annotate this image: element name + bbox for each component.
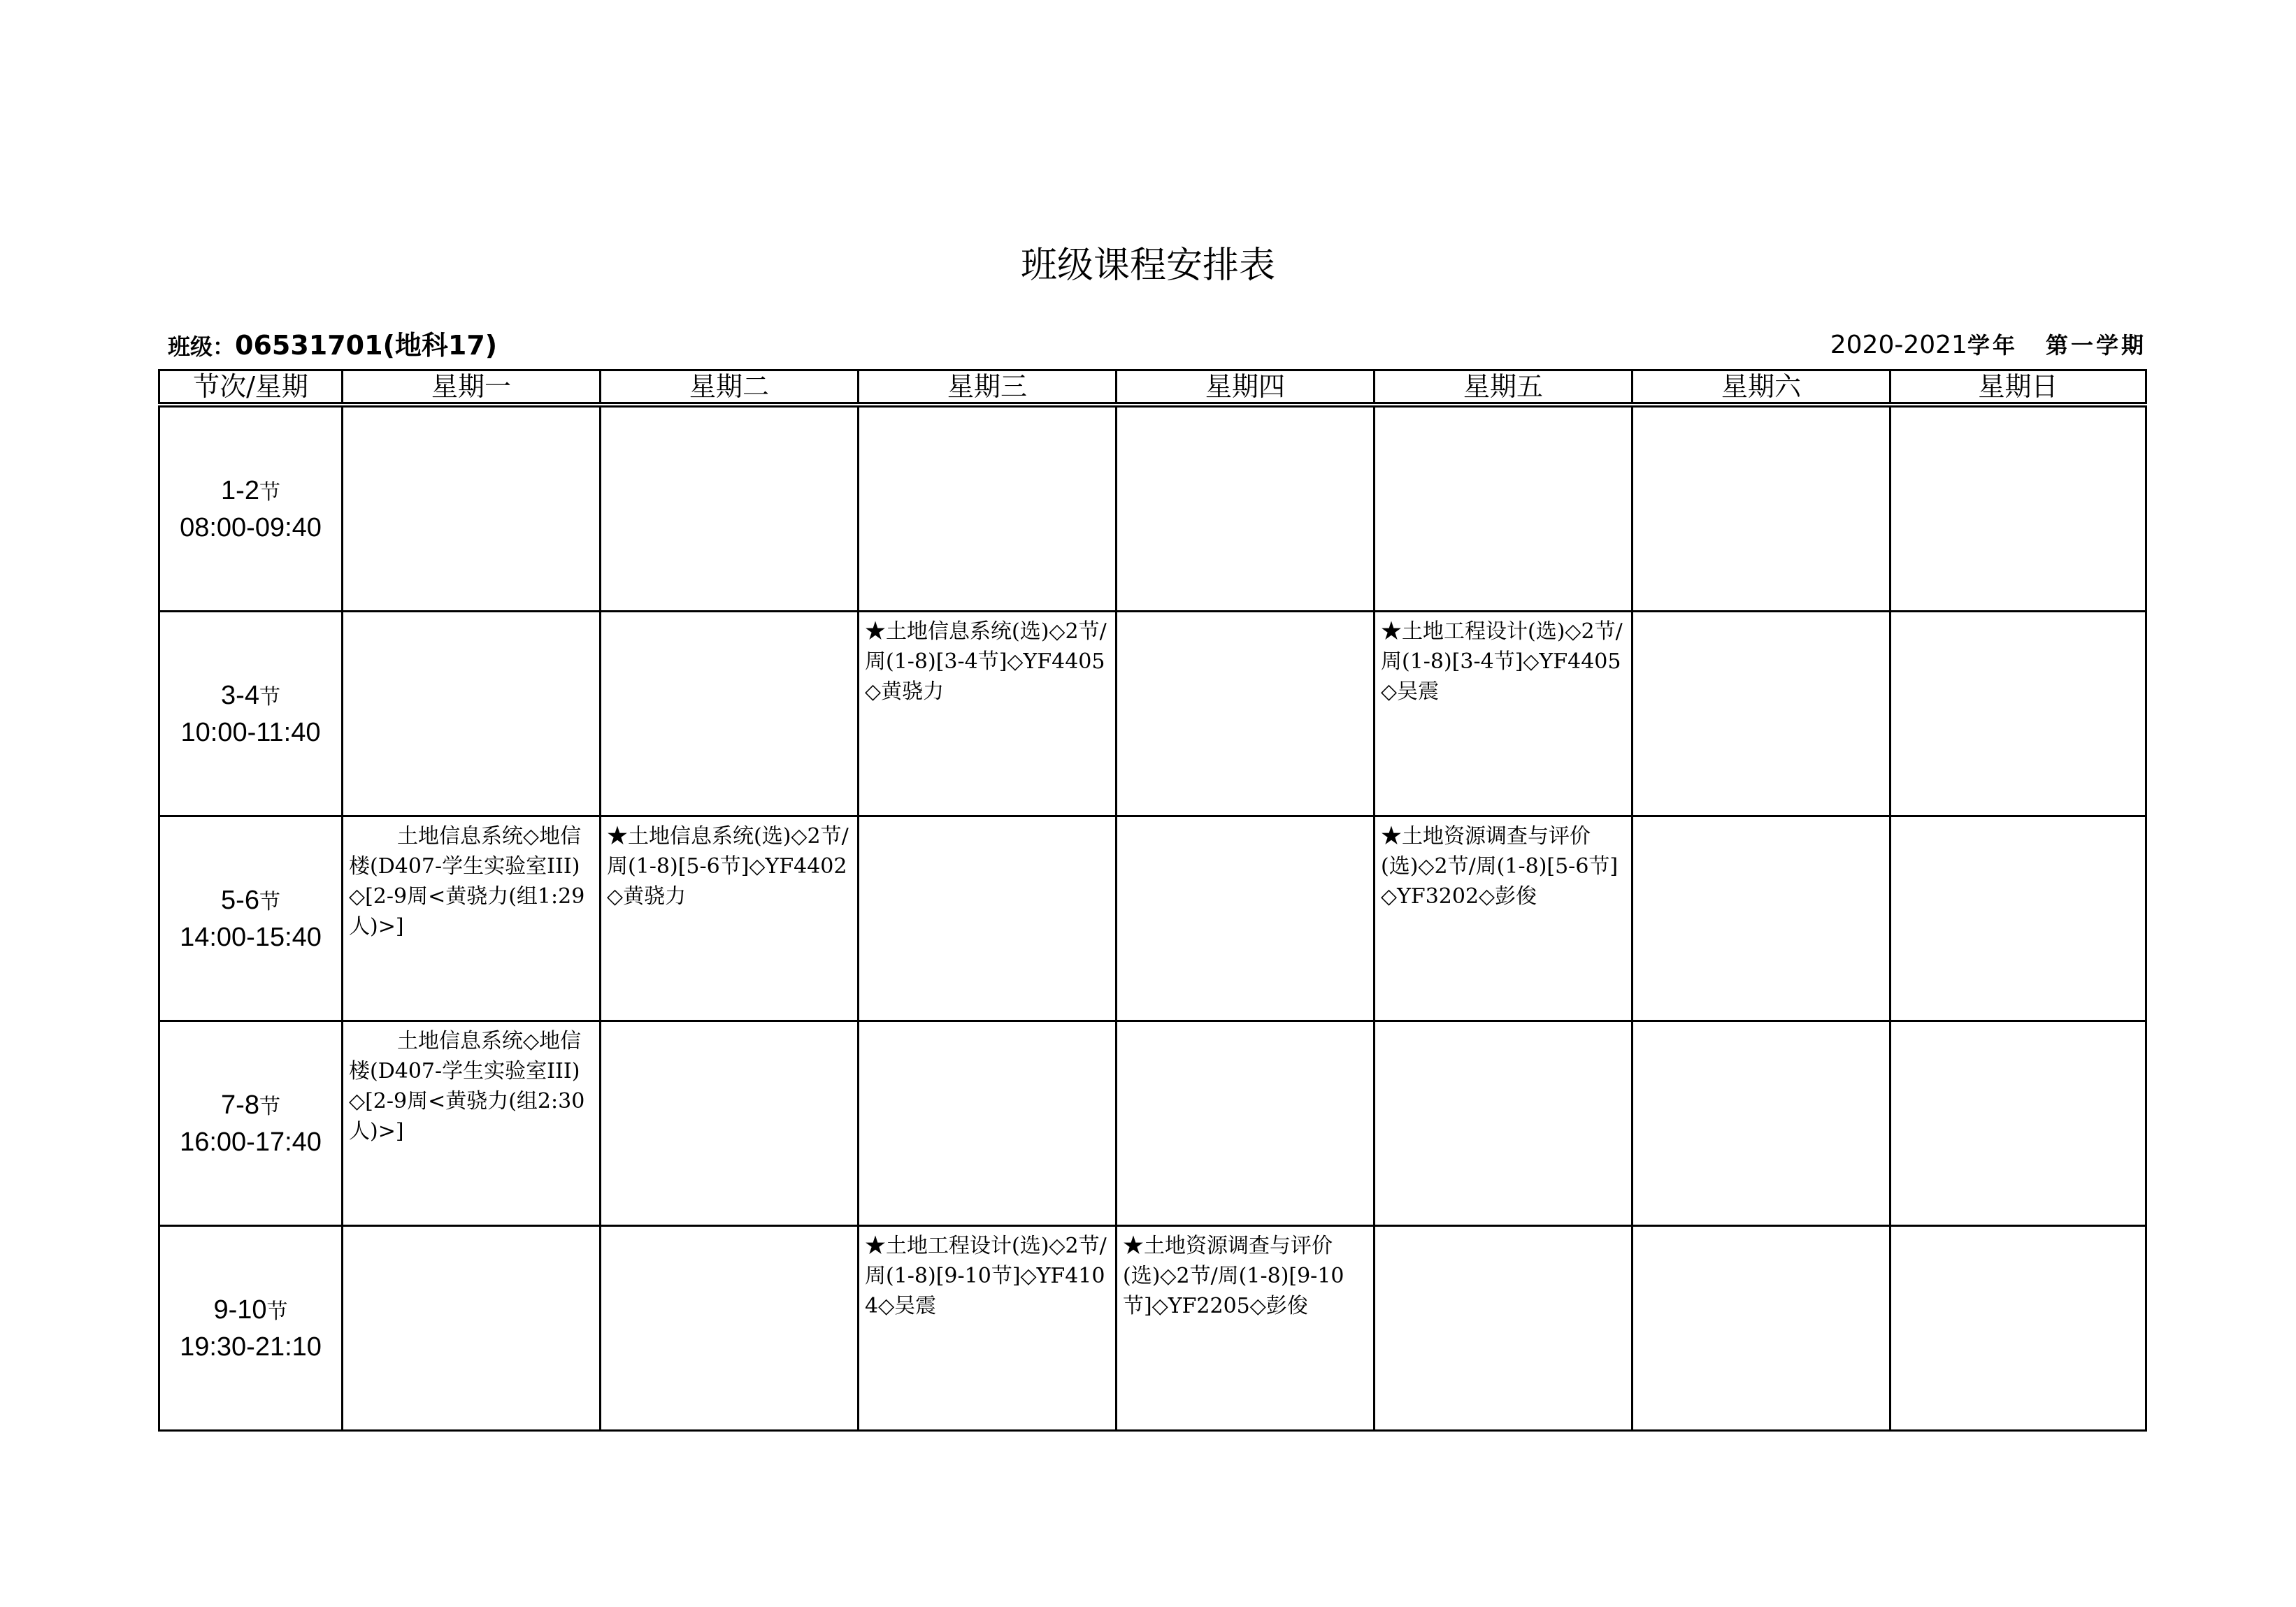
period-unit: 节 <box>259 480 280 504</box>
course-cell <box>1633 405 1890 612</box>
period-unit: 节 <box>259 685 280 709</box>
period-number: 3-4 <box>221 680 259 710</box>
period-time: 10:00-11:40 <box>180 717 321 747</box>
academic-year: 2020-2021 <box>1830 331 1967 359</box>
header-row <box>159 370 2146 405</box>
period-time: 19:30-21:10 <box>180 1332 322 1362</box>
course-cell <box>1633 816 1890 1021</box>
course-cell: ★土地工程设计(选)◇2节/周(1-8)[9-10节]◇YF4104◇吴震 <box>859 1226 1117 1431</box>
course-cell: ★土地信息系统(选)◇2节/周(1-8)[5-6节]◇YF4402◇黄骁力 <box>601 816 859 1021</box>
course-cell <box>601 405 859 612</box>
period-number: 9-10 <box>213 1295 267 1325</box>
course-cell: ★土地资源调查与评价(选)◇2节/周(1-8)[9-10节]◇YF2205◇彭俊 <box>1117 1226 1375 1431</box>
course-cell <box>1375 1226 1633 1431</box>
period-slot <box>159 1226 343 1431</box>
course-cell: ★土地资源调查与评价(选)◇2节/周(1-8)[5-6节]◇YF3202◇彭俊 <box>1375 816 1633 1021</box>
course-cell <box>859 1021 1117 1226</box>
table-row <box>159 612 2146 816</box>
period-unit: 节 <box>266 1299 288 1323</box>
term-info <box>1830 326 2146 365</box>
course-cell <box>1890 1226 2146 1431</box>
period-slot <box>159 816 343 1021</box>
class-value: 06531701(地科17) <box>235 330 498 361</box>
semester: 第一学期 <box>2045 332 2146 359</box>
period-number: 7-8 <box>221 1090 259 1120</box>
period-time: 14:00-15:40 <box>180 922 322 952</box>
course-cell <box>1117 405 1375 612</box>
course-cell <box>1633 1021 1890 1226</box>
header-tuesday: 星期二 <box>601 370 859 405</box>
period-slot <box>159 612 343 816</box>
course-cell: ★土地工程设计(选)◇2节/周(1-8)[3-4节]◇YF4405◇吴震 <box>1375 612 1633 816</box>
table-row <box>159 405 2146 612</box>
period-time: 08:00-09:40 <box>180 512 322 542</box>
class-label: 班级： <box>168 333 236 360</box>
schedule-table <box>158 369 2147 1432</box>
header-sunday: 星期日 <box>1890 370 2146 405</box>
course-cell <box>1117 816 1375 1021</box>
course-cell <box>859 405 1117 612</box>
course-cell <box>343 612 601 816</box>
course-cell <box>601 1226 859 1431</box>
period-slot <box>159 1021 343 1226</box>
period-slot <box>159 405 343 612</box>
table-row <box>159 1226 2146 1431</box>
course-cell <box>1117 1021 1375 1226</box>
course-cell: 土地信息系统◇地信楼(D407-学生实验室III)◇[2-9周<黄骁力(组2:30人)>] <box>343 1021 601 1226</box>
period-unit: 节 <box>259 890 280 914</box>
table-row <box>159 816 2146 1021</box>
header-monday: 星期一 <box>343 370 601 405</box>
course-cell <box>343 405 601 612</box>
header-thursday: 星期四 <box>1117 370 1375 405</box>
course-cell: ★土地信息系统(选)◇2节/周(1-8)[3-4节]◇YF4405◇黄骁力 <box>859 612 1117 816</box>
class-info <box>168 326 497 366</box>
course-cell <box>1890 816 2146 1021</box>
header-period: 节次/星期 <box>159 370 343 405</box>
period-number: 1-2 <box>221 475 259 505</box>
table-row <box>159 1021 2146 1226</box>
course-cell <box>601 612 859 816</box>
header-wednesday: 星期三 <box>859 370 1117 405</box>
course-cell <box>1633 612 1890 816</box>
course-cell <box>1375 405 1633 612</box>
academic-year-suffix: 学年 <box>1967 332 2018 359</box>
period-time: 16:00-17:40 <box>180 1127 322 1157</box>
course-cell <box>601 1021 859 1226</box>
course-cell <box>1890 405 2146 612</box>
course-cell <box>1890 1021 2146 1226</box>
course-cell <box>1117 612 1375 816</box>
course-cell <box>859 816 1117 1021</box>
course-cell <box>1375 1021 1633 1226</box>
page-title: 班级课程安排表 <box>1020 245 1275 287</box>
period-unit: 节 <box>259 1095 280 1118</box>
header-friday: 星期五 <box>1375 370 1633 405</box>
course-cell: 土地信息系统◇地信楼(D407-学生实验室III)◇[2-9周<黄骁力(组1:29人)>] <box>343 816 601 1021</box>
header-saturday: 星期六 <box>1633 370 1890 405</box>
course-cell <box>1633 1226 1890 1431</box>
period-number: 5-6 <box>221 885 259 915</box>
course-cell <box>1890 612 2146 816</box>
course-cell <box>343 1226 601 1431</box>
